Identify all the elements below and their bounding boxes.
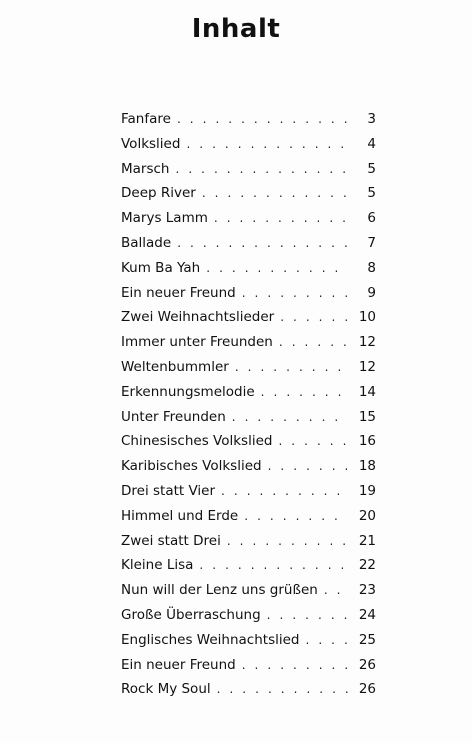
toc-entry-title: Volkslied [121, 135, 181, 152]
toc-entry [121, 405, 376, 430]
toc-dot-leader [217, 677, 348, 702]
toc-dot-leader [268, 454, 348, 479]
toc-entry-page-number: 5 [367, 185, 376, 202]
toc-entry-page-number: 9 [367, 284, 376, 301]
toc-entry [121, 454, 376, 479]
toc-dot-leader [280, 305, 348, 330]
toc-entry-page-number: 8 [367, 259, 376, 276]
toc-entry-title: Chinesisches Volkslied [121, 433, 273, 450]
toc-entry [121, 504, 376, 529]
toc-entry [121, 529, 376, 554]
toc-entry-title: Rock My Soul [121, 681, 211, 698]
toc-dot-leader [214, 206, 348, 231]
toc-dot-leader [199, 553, 348, 578]
toc-entry [121, 107, 376, 132]
toc-entry [121, 231, 376, 256]
toc-dot-leader [235, 355, 348, 380]
toc-entry-title: Kleine Lisa [121, 557, 194, 574]
toc-entry-page-number: 26 [358, 681, 376, 698]
toc-entry-title: Immer unter Freunden [121, 334, 273, 351]
toc-entry [121, 355, 376, 380]
toc-entry-page-number: 22 [358, 557, 376, 574]
toc-entry-page-number: 12 [358, 334, 376, 351]
toc-entry [121, 157, 376, 182]
toc-entry [121, 677, 376, 702]
toc-entry-page-number: 20 [358, 507, 376, 524]
toc-entry [121, 181, 376, 206]
toc-entry [121, 429, 376, 454]
toc-dot-leader [227, 529, 348, 554]
toc-dot-leader [242, 281, 348, 306]
toc-entry-title: Unter Freunden [121, 408, 226, 425]
toc-entry-page-number: 6 [367, 210, 376, 227]
toc-entry-page-number: 21 [358, 532, 376, 549]
toc-entry [121, 132, 376, 157]
toc-entry-title: Weltenbummler [121, 358, 229, 375]
toc-entry [121, 281, 376, 306]
toc-entry [121, 256, 376, 281]
toc-dot-leader [279, 330, 348, 355]
toc-entry-title: Ein neuer Freund [121, 656, 236, 673]
toc-entry-title: Kum Ba Yah [121, 259, 201, 276]
toc-entry-title: Zwei Weihnachtslieder [121, 309, 275, 326]
toc-entry-title: Englisches Weihnachtslied [121, 631, 300, 648]
toc-entry-title: Drei statt Vier [121, 482, 216, 499]
toc-entry-title: Große Überraschung [121, 606, 261, 623]
toc-entry [121, 479, 376, 504]
toc-dot-leader [186, 132, 348, 157]
toc-entry-page-number: 18 [358, 458, 376, 475]
table-of-contents [121, 107, 376, 702]
toc-entry-title: Marsch [121, 160, 170, 177]
toc-dot-leader [221, 479, 348, 504]
toc-entry-page-number: 26 [358, 656, 376, 673]
toc-dot-leader [261, 380, 348, 405]
toc-entry-page-number: 7 [367, 234, 376, 251]
toc-entry-title: Fanfare [121, 111, 171, 127]
toc-entry [121, 578, 376, 603]
toc-entry-page-number: 3 [367, 111, 376, 127]
toc-dot-leader [175, 157, 348, 182]
toc-dot-leader [267, 603, 348, 628]
toc-dot-leader [206, 256, 348, 281]
toc-dot-leader [242, 653, 348, 678]
toc-dot-leader [177, 107, 348, 132]
toc-entry-title: Himmel und Erde [121, 507, 239, 524]
toc-dot-leader [244, 504, 348, 529]
toc-dot-leader [278, 429, 348, 454]
toc-entry [121, 603, 376, 628]
toc-entry [121, 206, 376, 231]
toc-entry-title: Zwei statt Drei [121, 532, 221, 549]
toc-entry-page-number: 15 [358, 408, 376, 425]
toc-entry-title: Ballade [121, 234, 172, 251]
toc-entry-page-number: 14 [358, 383, 376, 400]
toc-entry-page-number: 5 [367, 160, 376, 177]
toc-dot-leader [305, 628, 348, 653]
toc-entry-title: Karibisches Volkslied [121, 458, 262, 475]
toc-entry-page-number: 24 [358, 606, 376, 623]
toc-entry-page-number: 25 [358, 631, 376, 648]
toc-entry-title: Nun will der Lenz uns grüßen [121, 582, 318, 599]
toc-entry [121, 628, 376, 653]
toc-entry-title: Marys Lamm [121, 210, 208, 227]
toc-entry-page-number: 19 [358, 482, 376, 499]
toc-dot-leader [202, 181, 348, 206]
toc-entry [121, 330, 376, 355]
toc-entry [121, 380, 376, 405]
toc-entry-page-number: 12 [358, 358, 376, 375]
toc-entry-page-number: 4 [367, 135, 376, 152]
toc-entry-title: Erkennungsmelodie [121, 383, 255, 400]
toc-entry-title: Deep River [121, 185, 196, 202]
toc-dot-leader [232, 405, 348, 430]
toc-entry-page-number: 10 [358, 309, 376, 326]
toc-entry-title: Ein neuer Freund [121, 284, 236, 301]
toc-entry [121, 305, 376, 330]
toc-dot-leader [177, 231, 348, 256]
toc-dot-leader [324, 578, 348, 603]
toc-entry-page-number: 16 [358, 433, 376, 450]
toc-entry [121, 653, 376, 678]
toc-entry-page-number: 23 [358, 582, 376, 599]
toc-entry [121, 553, 376, 578]
page-title: Inhalt [191, 14, 281, 44]
